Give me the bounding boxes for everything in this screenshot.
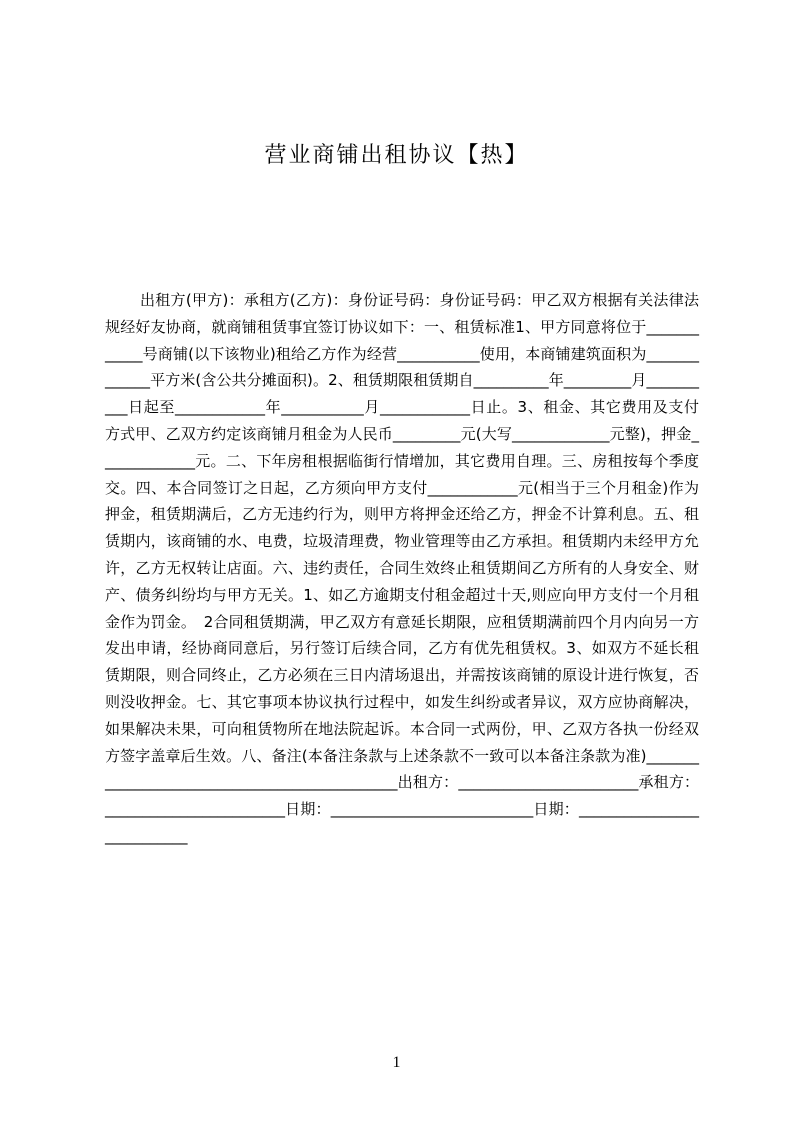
agreement-body-paragraph: 出租方(甲方)：承租方(乙方)：身份证号码：身份证号码：甲乙双方根据有关法律法规经好友协商，就商铺租赁事宜签订协议如下：一、租赁标准1、甲方同意将位于____________号商铺(以下该物业)租给乙方作为经营___________使用，本商铺建筑面积为_____________平方米(含公共分摊面积)。2、租赁期限租赁期自__________年_________月__________日起至____________年___________月____________日止。3、租金、其它费用及支付方式甲、乙双方约定该商铺月租金为人民币_________元(大写_____________元整)，押金_____________元。二、下年房租根据临街行情增加，其它费用自理。三、房租按每个季度交。四、本合同签订之日起，乙方须向甲方支付____________元(相当于三个月租金)作为押金，租赁期满后，乙方无违约行为，则甲方将押金还给乙方，押金不计算利息。五、租赁期内，该商铺的水、电费，垃圾清理费，物业管理等由乙方承担。租赁期内未经甲方允许，乙方无权转让店面。六、违约责任，合同生效终止租赁期间乙方所有的人身安全、财产、债务纠纷均与甲方无关。1、如乙方逾期支付租金超过十天,则应向甲方支付一个月租金作为罚金。 2合同租赁期满，甲乙双方有意延长期限，应租赁期满前四个月内向另一方发出申请，经协商同意后，另行签订后续合同，乙方有优先租赁权。3、如双方不延长租赁期限，则合同终止，乙方必须在三日内清场退出，并需按该商铺的原设计进行恢复，否则没收押金。七、其它事项本协议执行过程中，如发生纠纷或者异议，双方应协商解决，如果解决未果，可向租赁物所在地法院起诉。本合同一式两份，甲、乙双方各执一份经双方签字盖章后生效。八、备注(本备注条款与上述条款不一致可以本备注条款为准)______________________________________________出租方：________________________承租方：________________________日期：___________________________日期：___________________________ — [105, 291, 699, 845]
document-title: 营业商铺出租协议【热】 — [264, 143, 529, 168]
page-number: 1 — [392, 1054, 401, 1071]
